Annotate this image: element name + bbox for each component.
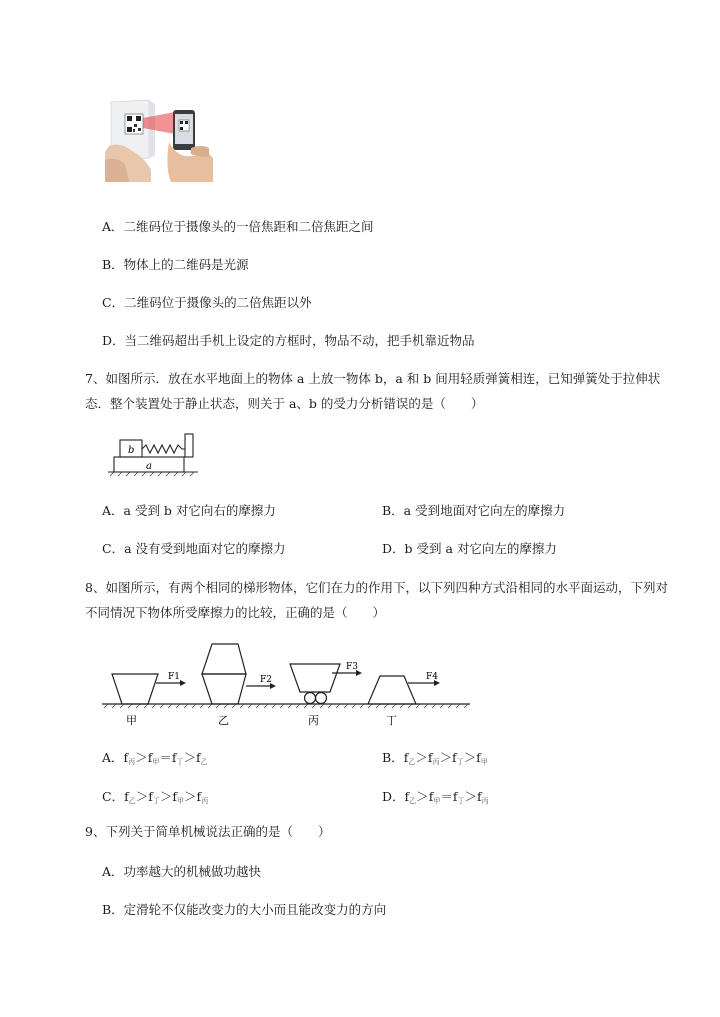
q8-option-b: B．$f_乙>f_丙>f_丁>f_甲$ <box>382 750 488 766</box>
q7-stem: 7、如图所示．放在水平地面上的物体 a 上放一物体 b，a 和 b 间用轻质弹簧相连，已知弹簧处于拉伸状态．整个装置处于静止状态，则关于 a、b 的受力分析错误的是（ ） <box>85 371 661 411</box>
q6-option-a: A．二维码位于摄像头的一倍焦距和二倍焦距之间 <box>102 219 374 234</box>
force-label-f3: F3 <box>346 662 358 672</box>
q9-option-b: B．定滑轮不仅能改变力的大小而且能改变力的方向 <box>102 902 387 917</box>
q9-stem: 9、下列关于简单机械说法正确的是（ ） <box>85 824 331 839</box>
trapezoid-ding <box>368 676 416 704</box>
label-b: b <box>128 445 135 456</box>
name-label-ding: 丁 <box>386 714 397 727</box>
trapezoid-yi <box>202 644 246 674</box>
name-label-yi: 乙 <box>218 714 229 727</box>
q9-option-a: A．功率越大的机械做功越快 <box>102 864 262 879</box>
q8-trapezoid-figure <box>100 636 472 728</box>
force-label-f2: F2 <box>260 675 272 685</box>
q7-spring-figure <box>104 430 200 478</box>
trapezoid-bing <box>290 664 340 692</box>
q8-stem: 8、如图所示，有两个相同的梯形物体，它们在力的作用下，以下列四种方式沿相同的水平面运动，下列对不同情况下物体所受摩擦力的比较，正确的是（ ） <box>85 580 668 620</box>
trapezoid-jia <box>112 674 158 704</box>
q8-option-a: A．$f_丙>f_甲=f_丁>f_乙$ <box>102 750 208 766</box>
q6-option-c: C．二维码位于摄像头的二倍焦距以外 <box>102 295 312 310</box>
q6-option-d: D．当二维码超出手机上设定的方框时，物品不动，把手机靠近物品 <box>102 333 475 348</box>
force-label-f1: F1 <box>168 672 180 682</box>
force-label-f4: F4 <box>426 672 438 682</box>
qr-scan-photo <box>105 98 213 182</box>
q7-option-a: A．a 受到 b 对它向右的摩擦力 <box>102 503 276 518</box>
q7-option-c: C．a 没有受到地面对它的摩擦力 <box>102 541 286 556</box>
q7-option-d: D．b 受到 a 对它向左的摩擦力 <box>382 541 557 556</box>
q8-option-c: C．$f_乙>f_丁>f_甲>f_丙$ <box>102 789 209 805</box>
name-label-bing: 丙 <box>308 714 319 727</box>
q7-option-b: B．a 受到地面对它向左的摩擦力 <box>382 503 566 518</box>
name-label-jia: 甲 <box>126 714 137 727</box>
label-a: a <box>146 461 152 472</box>
q6-option-b: B．物体上的二维码是光源 <box>102 257 249 272</box>
q8-option-d: D．$f_乙>f_甲=f_丁>f_丙$ <box>382 789 489 805</box>
